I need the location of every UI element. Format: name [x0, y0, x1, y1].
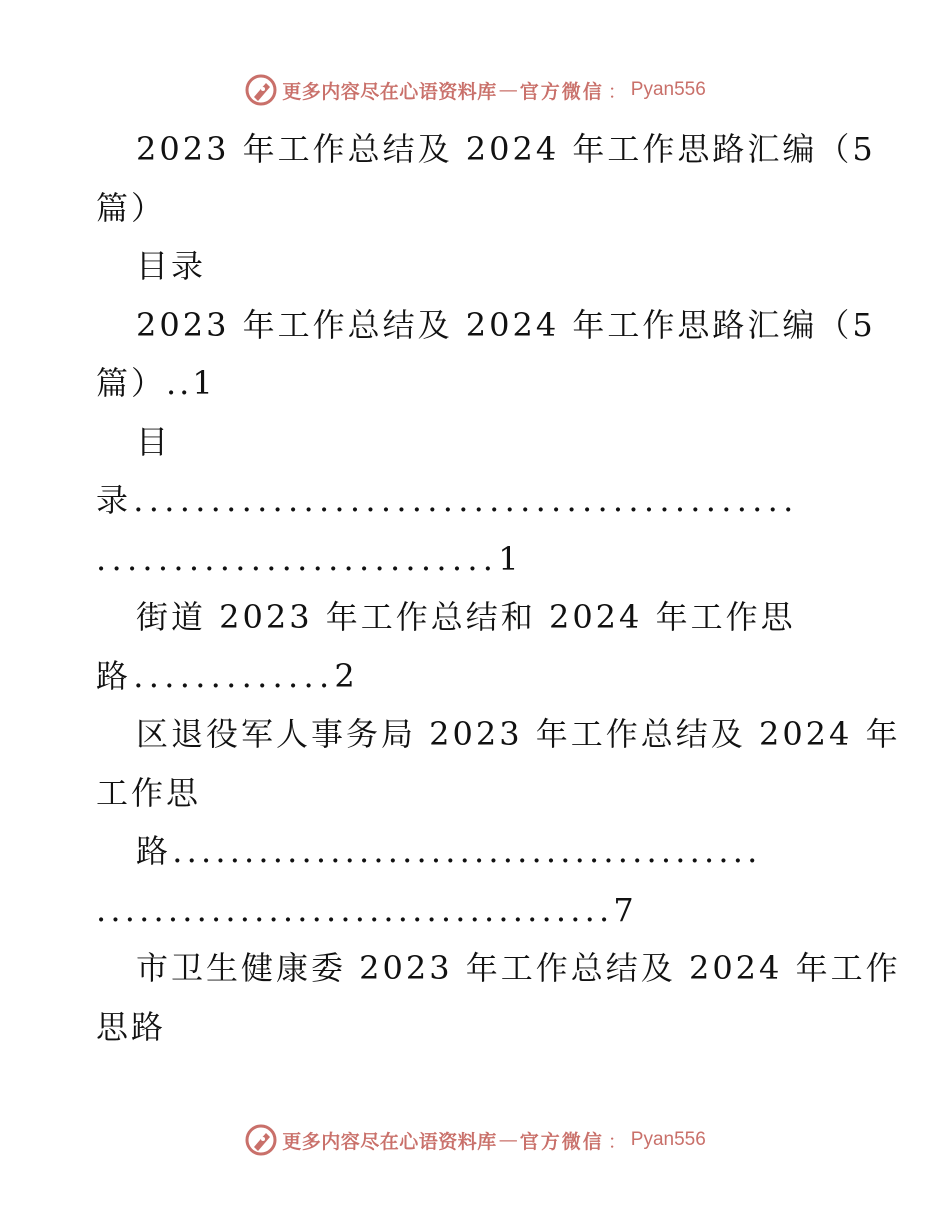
toc-entry-2-line1: 目: [136, 422, 172, 461]
watermark-colon: ：: [607, 80, 627, 103]
watermark-handle: Pyan556: [630, 1129, 706, 1150]
toc-heading: 目录: [136, 247, 207, 285]
document-title-line1: 2023 年工作总结及 2024 年工作思路汇编（5: [136, 130, 876, 168]
document-body: [96, 120, 901, 1056]
toc-entry-5-line2: 思路: [96, 1007, 167, 1046]
watermark-label: 官方微信: [519, 1130, 604, 1153]
toc-entry-2-line3: ..........................1: [96, 539, 524, 578]
watermark-handle: Pyan556: [630, 79, 706, 100]
watermark-text: 更多内容尽在心语资料库: [282, 1130, 497, 1153]
pen-nib-logo-icon: [244, 1123, 278, 1157]
toc-entry-1-line1: 2023 年工作总结及 2024 年工作思路汇编（5: [136, 305, 876, 344]
watermark-dash: —: [498, 1129, 518, 1151]
toc-entry-4-line4: ....................................7: [96, 890, 638, 929]
header-watermark: [0, 70, 950, 110]
toc-entry-2-line2: 录...........................................: [96, 481, 799, 519]
toc-entry-3-line2: 路.............2: [96, 656, 361, 695]
toc-entry-5-line1: 市卫生健康委 2023 年工作总结及 2024 年工作: [136, 949, 901, 987]
toc-entry-4-line3: 路.........................................: [136, 832, 762, 870]
toc-entry-1-line2: 篇）..1: [96, 364, 216, 402]
watermark-text: 更多内容尽在心语资料库: [282, 80, 497, 103]
watermark-colon: ：: [607, 1130, 627, 1153]
document-title-line2: 篇）: [96, 188, 167, 227]
footer-watermark: [0, 1120, 950, 1160]
toc-entry-4-line2: 工作思: [96, 773, 202, 812]
toc-entry-3-line1: 街道 2023 年工作总结和 2024 年工作思: [136, 598, 796, 636]
toc-entry-4-line1: 区退役军人事务局 2023 年工作总结及 2024 年: [136, 715, 901, 753]
pen-nib-logo-icon: [244, 73, 278, 107]
watermark-dash: —: [498, 79, 518, 101]
watermark-label: 官方微信: [519, 80, 604, 103]
